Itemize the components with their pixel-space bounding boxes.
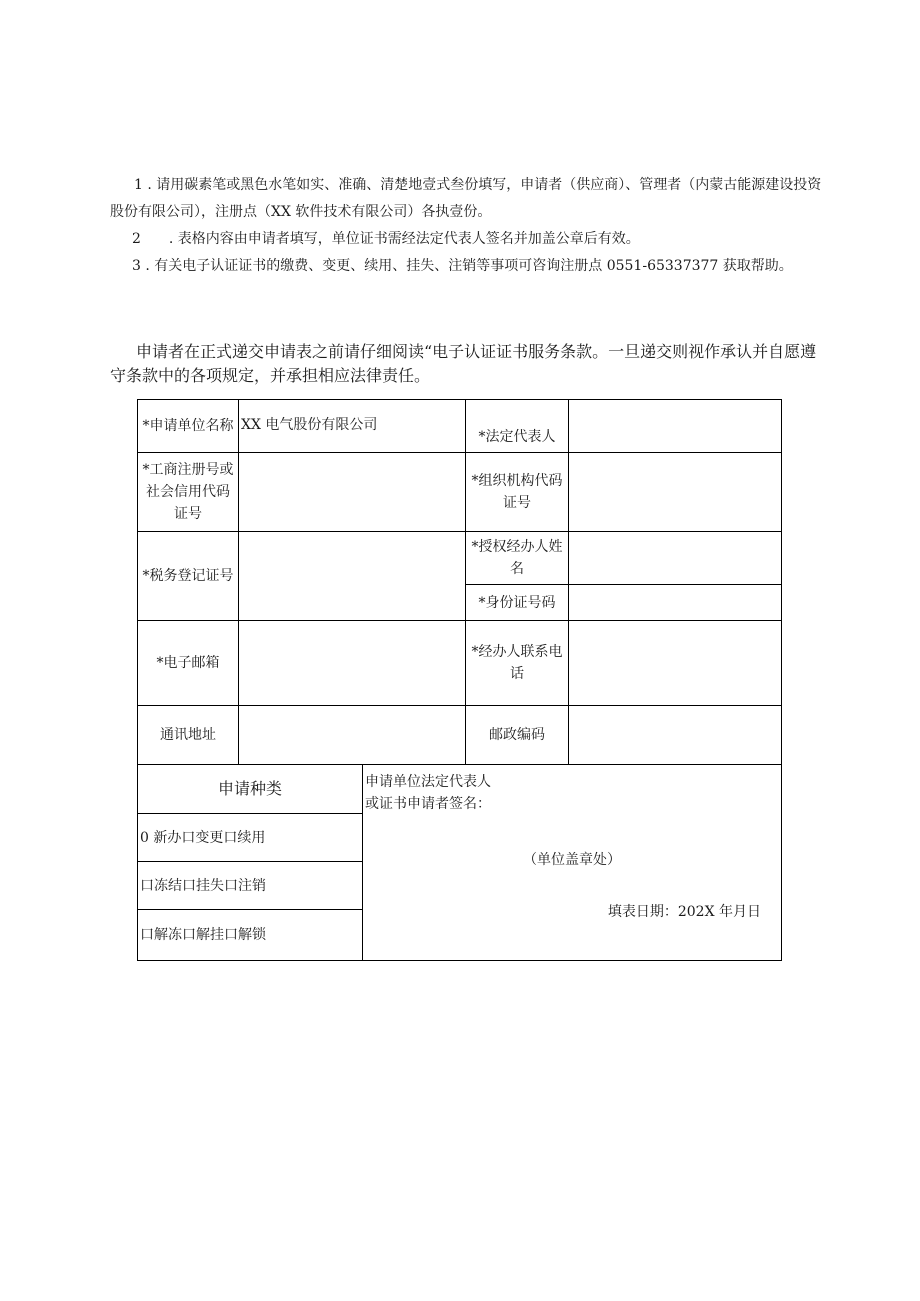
- agent-phone-label: *经办人联系电话: [465, 620, 569, 706]
- legal-rep-field[interactable]: [568, 399, 782, 453]
- application-type-header: 申请种类: [137, 764, 363, 814]
- postcode-label: 邮政编码: [465, 705, 569, 765]
- org-code-field[interactable]: [568, 452, 782, 532]
- instructions: [110, 172, 830, 280]
- tax-reg-field[interactable]: [238, 531, 466, 621]
- fill-date: 填表日期：202X 年月日: [607, 904, 761, 920]
- postcode-field[interactable]: [568, 705, 782, 765]
- id-number-field[interactable]: [568, 584, 782, 621]
- applicant-unit-field[interactable]: XX 电气股份有限公司: [238, 399, 466, 453]
- agent-name-label: *授权经办人姓名: [465, 531, 569, 585]
- email-label: *电子邮箱: [137, 620, 239, 706]
- email-field[interactable]: [238, 620, 466, 706]
- seal-placeholder: （单位盖章处）: [523, 852, 621, 868]
- address-field[interactable]: [238, 705, 466, 765]
- instruction-2: 2 . 表格内容由申请者填写，单位证书需经法定代表人签名并加盖公章后有效。: [132, 231, 640, 247]
- intro-paragraph: 申请者在正式递交申请表之前请仔细阅读“电子认证证书服务条款。一旦递交则视作承认并自愿遵守条款中的各项规定，并承担相应法律责任。: [110, 342, 817, 385]
- application-form: [137, 399, 782, 961]
- id-number-label: *身份证号码: [465, 584, 569, 621]
- signature-line-2: 或证书申请者签名：: [365, 796, 491, 812]
- business-reg-label: *工商注册号或社会信用代码证号: [137, 452, 239, 532]
- instruction-3: 3 . 有关电子认证证书的缴费、变更、续用、挂失、注销等事项可咨询注册点 0551-65337377 获取帮助。: [132, 258, 793, 274]
- application-type-row-new[interactable]: 0 新办口变更口续用: [137, 813, 363, 862]
- agent-name-field[interactable]: [568, 531, 782, 585]
- legal-rep-label: *法定代表人: [465, 399, 569, 453]
- org-code-label: *组织机构代码证号: [465, 452, 569, 532]
- tax-reg-label: *税务登记证号: [137, 531, 239, 621]
- instruction-1: 1 . 请用碳素笔或黑色水笔如实、准确、清楚地壹式叁份填写，申请者（供应商）、管理者（内蒙古能源建设投资股份有限公司），注册点（XX 软件技术有限公司）各执壹份。: [110, 177, 822, 220]
- signature-area[interactable]: [362, 764, 782, 961]
- business-reg-field[interactable]: [238, 452, 466, 532]
- applicant-unit-label: *申请单位名称: [137, 399, 239, 453]
- address-label: 通讯地址: [137, 705, 239, 765]
- application-type-row-freeze[interactable]: 口冻结口挂失口注销: [137, 861, 363, 910]
- signature-line-1: 申请单位法定代表人: [365, 774, 491, 790]
- agent-phone-field[interactable]: [568, 620, 782, 706]
- application-type-row-unfreeze[interactable]: 口解冻口解挂口解锁: [137, 909, 363, 961]
